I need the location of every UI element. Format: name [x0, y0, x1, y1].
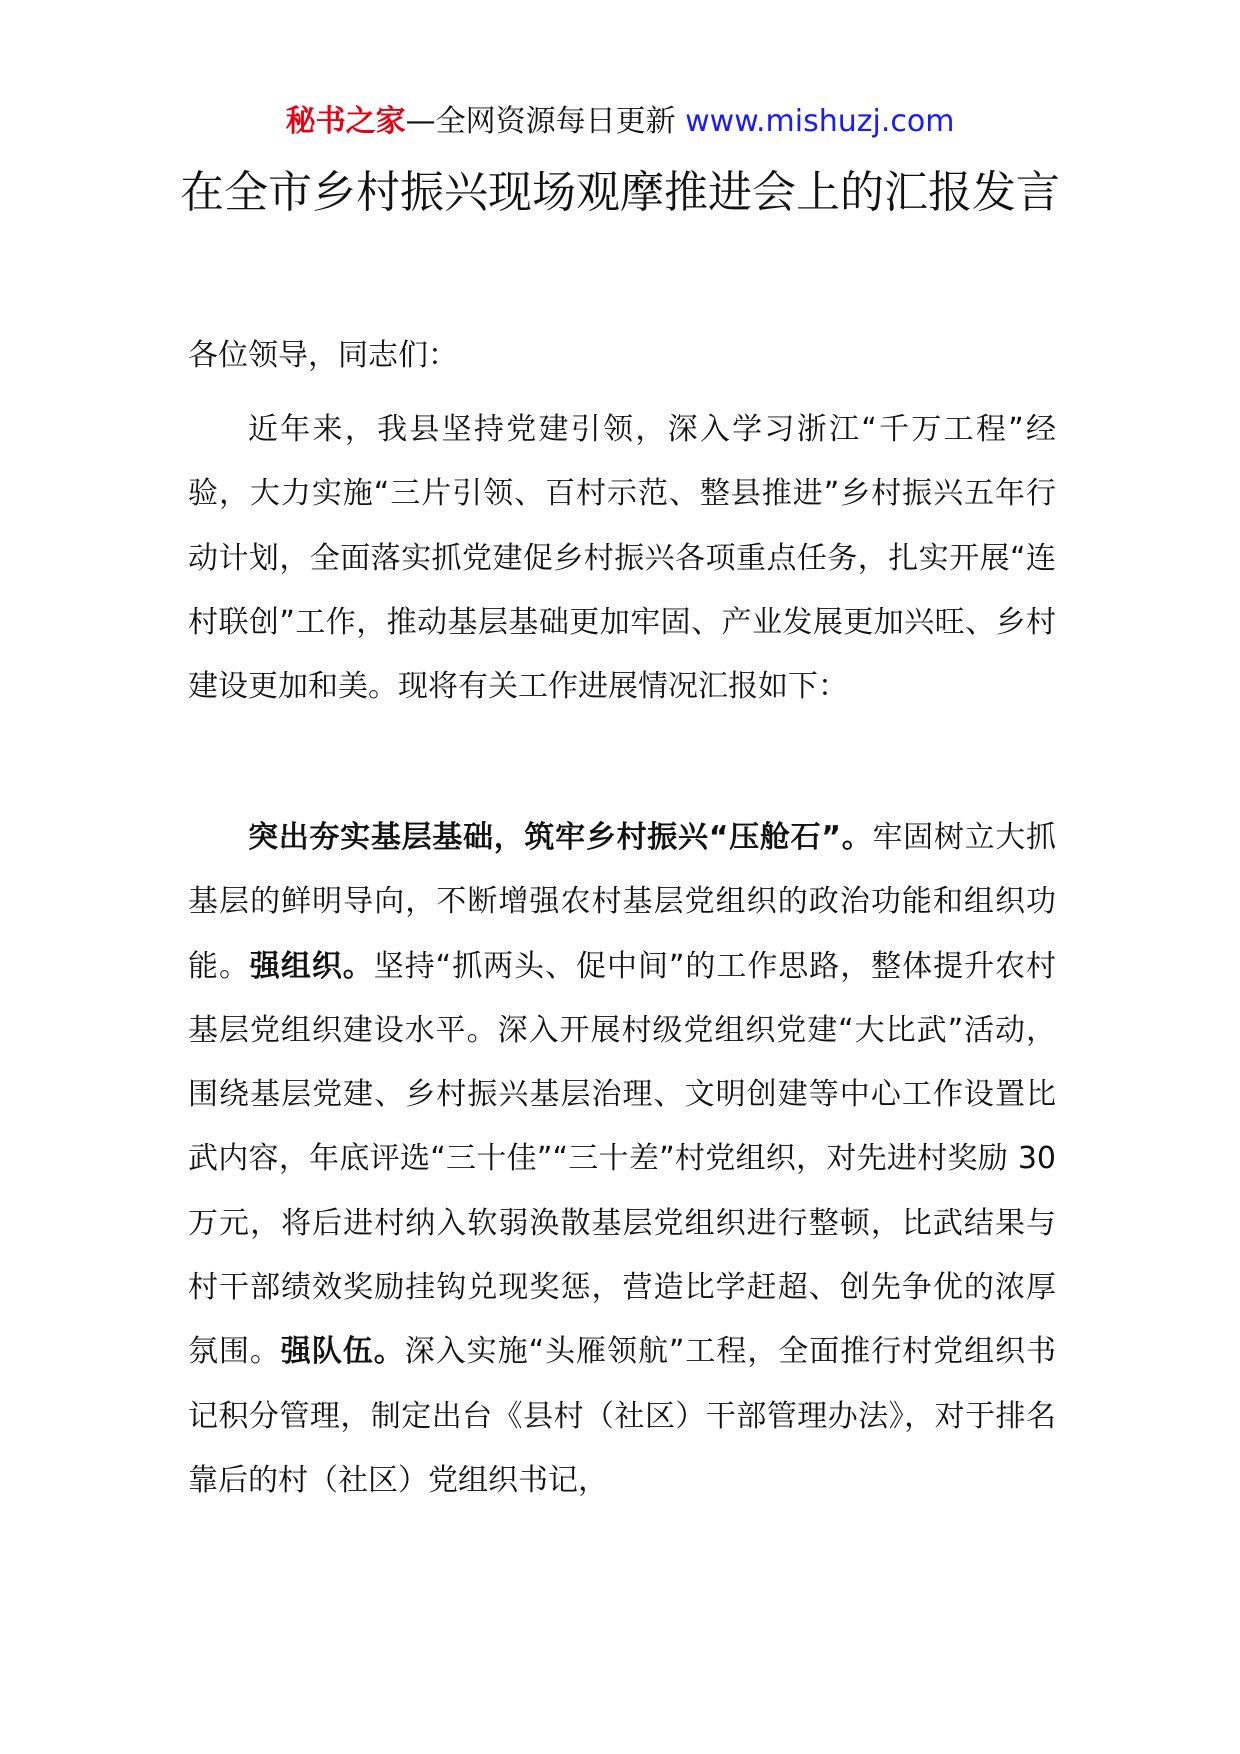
section-intro-text: 牢固树立大抓基层的鲜明导向，不断增强农村基层党组织的政治功能和组织功能。 — [188, 820, 1057, 984]
paragraph-intro: 近年来，我县坚持党建引领，深入学习浙江“千万工程”经验，大力实施“三片引领、百村示范、整县推进”乡村振兴五年行动计划，全面落实抓党建促乡村振兴各项重点任务，扎实开展“连村联创”工作，推动基层基础更加牢固、产业发展更加兴旺、乡村建设更加和美。现将有关工作进展情况汇报如下： — [188, 412, 1056, 705]
paragraph-section-1 — [188, 806, 1056, 1513]
greeting: 各位领导，同志们： — [188, 338, 458, 373]
header-tagline: —全网资源每日更新 — [405, 104, 686, 139]
watermark-header — [0, 100, 1240, 144]
subsection-text-organization: 坚持“抓两头、促中间”的工作思路，整体提升农村基层党组织建设水平。深入开展村级党组织党建“大比武”活动，围绕基层党建、乡村振兴基层治理、文明创建等中心工作设置比武内容，年底评选“三十佳”“三十差”村党组织，对先进村奖励 30 万元，将后进村纳入软弱涣散基层党组织进行整顿，比武结果与村干部绩效奖励挂钩兑现奖惩，营造比学赶超、创先争优的浓厚氛围。 — [188, 948, 1056, 1370]
subsection-heading-organization: 强组织。 — [249, 948, 374, 984]
subsection-heading-team: 强队伍。 — [280, 1334, 405, 1370]
brand-name: 秘书之家 — [285, 104, 406, 139]
document-title: 在全市乡村振兴现场观摩推进会上的汇报发言 — [180, 167, 1060, 218]
site-url-link[interactable]: www.mishuzj.com — [685, 104, 955, 139]
section-heading: 突出夯实基层基础，筑牢乡村振兴“压舱石”。 — [248, 820, 873, 855]
subsection-text-team: 深入实施“头雁领航”工程，全面推行村党组织书记积分管理，制定出台《县村（社区）干部管理办法》，对于排名靠后的村（社区）党组织书记， — [188, 1334, 1056, 1498]
